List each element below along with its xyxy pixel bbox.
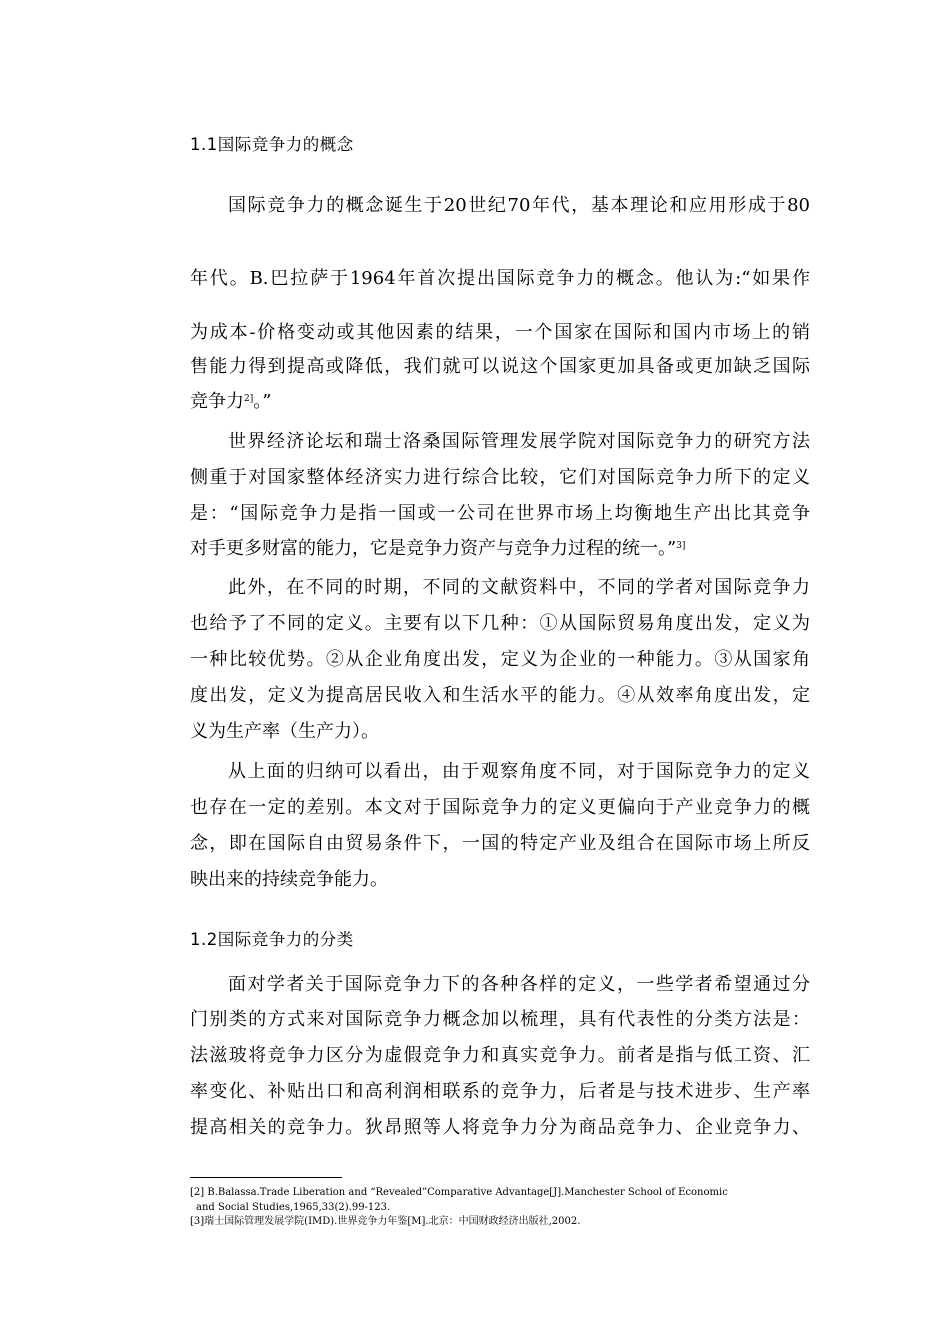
paragraph-line: 从上面的归纳可以看出，由于观察角度不同，对于国际竞争力的定义 bbox=[228, 761, 810, 782]
paragraph-line: 义为生产率（生产力）。 bbox=[190, 721, 379, 742]
paragraph-line: 门别类的方式来对国际竞争力概念加以梳理，具有代表性的分类方法是： bbox=[190, 1009, 810, 1030]
section-heading-1-1: 1.1国际竞争力的概念 bbox=[190, 135, 354, 154]
paragraph-line: 为成本-价格变动或其他因素的结果，一个国家在国际和国内市场上的销 bbox=[190, 322, 810, 343]
line-text: 竞争力 bbox=[190, 391, 244, 412]
paragraph-line: 售能力得到提高或降低，我们就可以说这个国家更加具备或更加缺乏国际 bbox=[190, 356, 810, 377]
footnote-separator bbox=[190, 1177, 342, 1178]
footnote-3: [3]瑞士国际管理发展学院(IMD).世界竞争力年鉴[M].北京：中国财政经济出版社,2002. bbox=[190, 1216, 581, 1227]
paragraph-line: 率变化、补贴出口和高利润相联系的竞争力，后者是与技术进步、生产率 bbox=[190, 1081, 810, 1102]
footnote-2: [2] B.Balassa.Trade Liberation and “Revealed”Comparative Advantage[J].Manchester School of Economic bbox=[190, 1187, 728, 1198]
paragraph-line: 映出来的持续竞争能力。 bbox=[190, 869, 388, 890]
paragraph-line bbox=[190, 537, 810, 561]
footnote-ref-2: 2] bbox=[244, 394, 254, 404]
section-heading-1-2: 1.2国际竞争力的分类 bbox=[190, 930, 354, 949]
paragraph-line: 年代。B.巴拉萨于1964年首次提出国际竞争力的概念。他认为:“如果作 bbox=[190, 268, 810, 289]
paragraph-line: 一种比较优势。②从企业角度出发，定义为企业的一种能力。③从国家角 bbox=[190, 649, 810, 670]
paragraph-line: 此外，在不同的时期，不同的文献资料中，不同的学者对国际竞争力 bbox=[228, 577, 810, 598]
paragraph-line: 念，即在国际自由贸易条件下，一国的特定产业及组合在国际市场上所反 bbox=[190, 833, 810, 854]
paragraph-line: 世界经济论坛和瑞士洛桑国际管理发展学院对国际竞争力的研究方法 bbox=[228, 431, 810, 452]
paragraph-line: 是：“国际竞争力是指一国或一公司在世界市场上均衡地生产出比其竞争 bbox=[190, 503, 810, 524]
paragraph-line: 也给予了不同的定义。主要有以下几种：①从国际贸易角度出发，定义为 bbox=[190, 613, 810, 634]
paragraph-line: 侧重于对国家整体经济实力进行综合比较，它们对国际竞争力所下的定义 bbox=[190, 467, 810, 488]
footnote-ref-3: 3] bbox=[676, 541, 686, 551]
paragraph-line bbox=[190, 390, 810, 414]
line-text: 。” bbox=[253, 391, 272, 412]
paragraph-line: 也存在一定的差别。本文对于国际竞争力的定义更偏向于产业竞争力的概 bbox=[190, 797, 810, 818]
line-text: 对手更多财富的能力，它是竞争力资产与竞争力过程的统一。” bbox=[190, 538, 677, 559]
footnote-2-continuation: and Social Studies,1965,33(2).99-123. bbox=[196, 1202, 391, 1213]
paragraph-line: 法滋玻将竞争力区分为虚假竞争力和真实竞争力。前者是指与低工资、汇 bbox=[190, 1045, 810, 1066]
paragraph-line: 提高相关的竞争力。狄昂照等人将竞争力分为商品竞争力、企业竞争力、 bbox=[190, 1117, 810, 1138]
paragraph-line: 国际竞争力的概念诞生于20世纪70年代，基本理论和应用形成于80 bbox=[228, 195, 810, 216]
paragraph-line: 面对学者关于国际竞争力下的各种各样的定义，一些学者希望通过分 bbox=[228, 974, 810, 995]
paragraph-line: 度出发，定义为提高居民收入和生活水平的能力。④从效率角度出发，定 bbox=[190, 685, 810, 706]
